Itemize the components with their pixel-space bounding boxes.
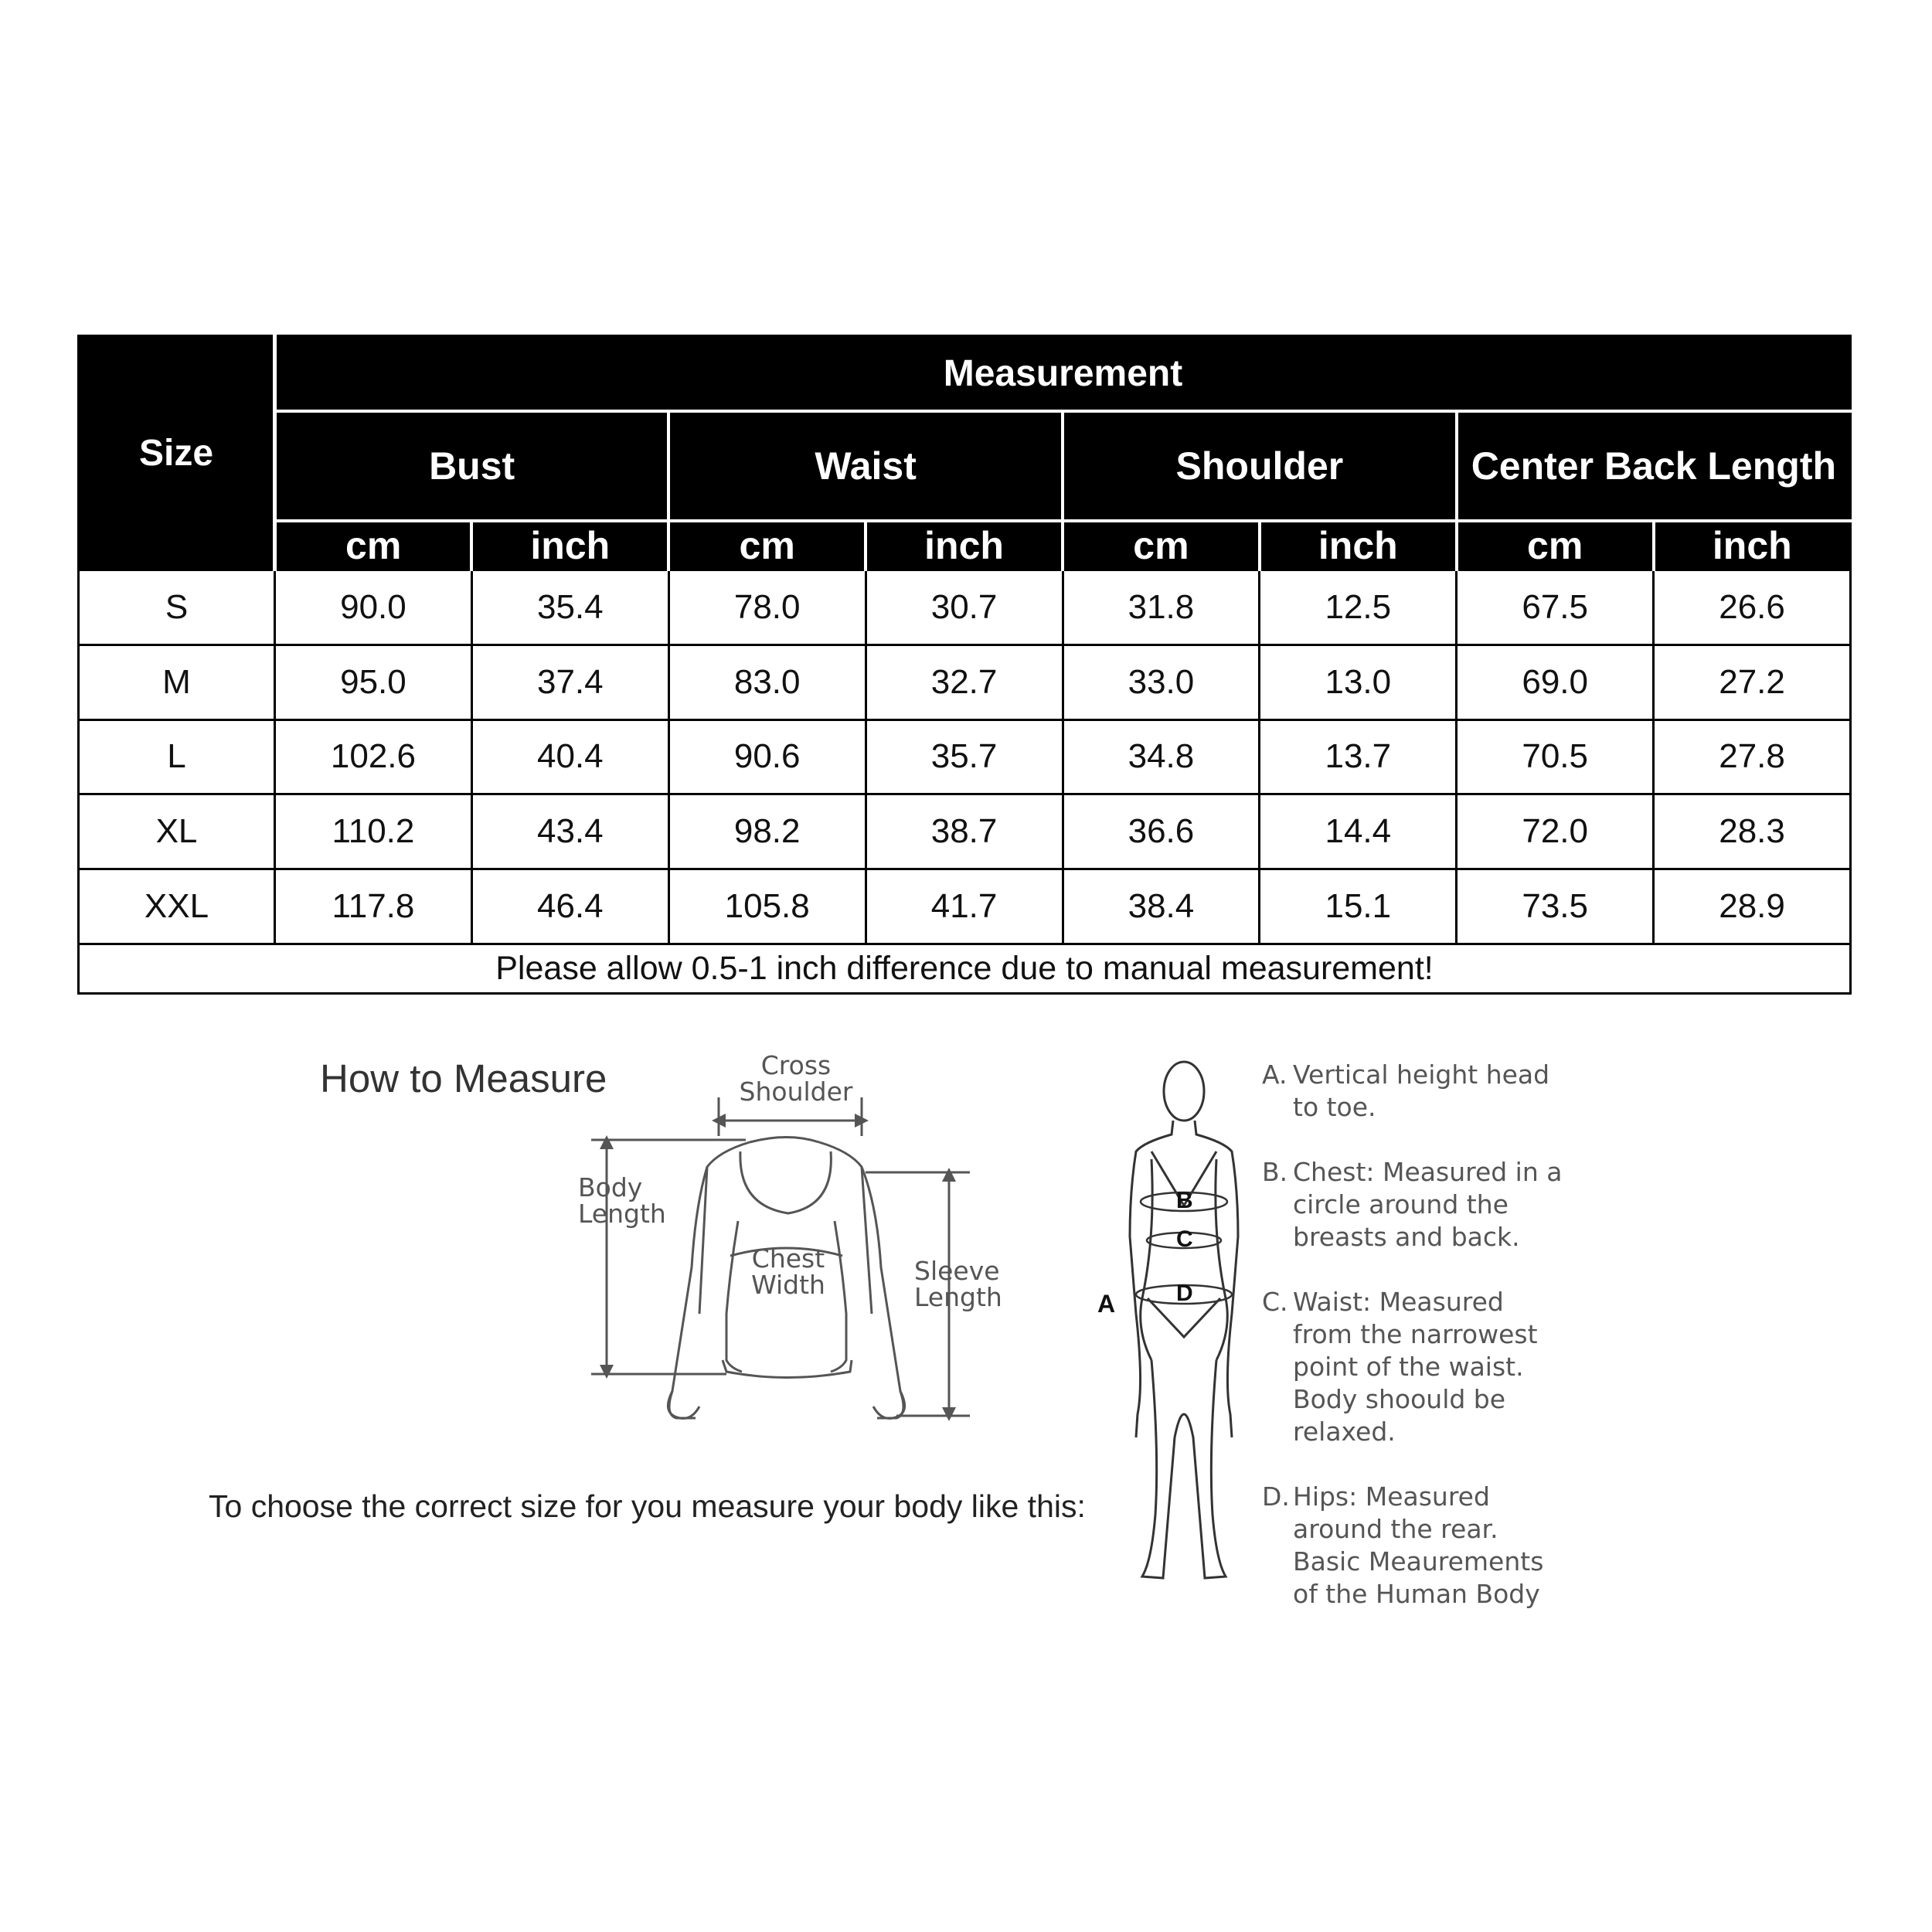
value-cell: 117.8 <box>275 869 472 944</box>
group-header-bust: Bust <box>275 411 669 521</box>
legend-text: Vertical height head to toe. <box>1293 1060 1550 1122</box>
legend-letter: D. <box>1262 1481 1290 1512</box>
value-cell: 95.0 <box>275 645 472 719</box>
value-cell: 28.3 <box>1654 794 1851 869</box>
cross-shoulder-label: Cross Shoulder <box>739 1050 853 1107</box>
value-cell: 27.8 <box>1654 719 1851 794</box>
value-cell: 73.5 <box>1457 869 1654 944</box>
value-cell: 12.5 <box>1260 570 1457 645</box>
value-cell: 15.1 <box>1260 869 1457 944</box>
choose-size-instruction: To choose the correct size for you measure your body like this: <box>209 1488 1086 1524</box>
value-cell: 38.4 <box>1063 869 1260 944</box>
value-cell: 102.6 <box>275 719 472 794</box>
body-label-c: C <box>1176 1226 1193 1252</box>
value-cell: 27.2 <box>1654 645 1851 719</box>
value-cell: 32.7 <box>866 645 1063 719</box>
legend-letter: C. <box>1262 1287 1288 1317</box>
value-cell: 41.7 <box>866 869 1063 944</box>
unit-header: inch <box>866 521 1063 570</box>
body-length-label: Body Length <box>578 1172 666 1229</box>
value-cell: 70.5 <box>1457 719 1654 794</box>
value-cell: 30.7 <box>866 570 1063 645</box>
legend-text: Hips: Measured around the rear. Basic Meaurements of the Human Body <box>1293 1481 1544 1609</box>
value-cell: 38.7 <box>866 794 1063 869</box>
legend-letter: B. <box>1262 1157 1288 1187</box>
value-cell: 26.6 <box>1654 570 1851 645</box>
group-header-center-back-length: Center Back Length <box>1457 411 1851 521</box>
legend-text: Chest: Measured in a circle around the breasts and back. <box>1293 1157 1563 1252</box>
unit-header: inch <box>1654 521 1851 570</box>
value-cell: 13.0 <box>1260 645 1457 719</box>
value-cell: 43.4 <box>471 794 668 869</box>
value-cell: 14.4 <box>1260 794 1457 869</box>
group-header-shoulder: Shoulder <box>1063 411 1457 521</box>
value-cell: 33.0 <box>1063 645 1260 719</box>
measurement-note: Please allow 0.5-1 inch difference due to manual measurement! <box>79 944 1851 993</box>
value-cell: 31.8 <box>1063 570 1260 645</box>
value-cell: 40.4 <box>471 719 668 794</box>
value-cell: 46.4 <box>471 869 668 944</box>
legend-letter: A. <box>1262 1060 1287 1090</box>
size-cell: M <box>79 645 275 719</box>
body-figure <box>1130 1062 1238 1578</box>
unit-header: inch <box>471 521 668 570</box>
body-label-a: A <box>1097 1290 1116 1318</box>
legend-item <box>1262 1059 1648 1124</box>
value-cell: 105.8 <box>668 869 866 944</box>
value-cell: 28.9 <box>1654 869 1851 944</box>
value-cell: 98.2 <box>668 794 866 869</box>
size-cell: XXL <box>79 869 275 944</box>
size-cell: L <box>79 719 275 794</box>
value-cell: 67.5 <box>1457 570 1654 645</box>
value-cell: 72.0 <box>1457 794 1654 869</box>
size-header: Size <box>79 336 275 570</box>
legend-item <box>1262 1286 1648 1448</box>
value-cell: 36.6 <box>1063 794 1260 869</box>
value-cell: 78.0 <box>668 570 866 645</box>
value-cell: 35.7 <box>866 719 1063 794</box>
value-cell: 34.8 <box>1063 719 1260 794</box>
value-cell: 110.2 <box>275 794 472 869</box>
value-cell: 83.0 <box>668 645 866 719</box>
measurement-header: Measurement <box>275 336 1851 412</box>
size-cell: S <box>79 570 275 645</box>
measurement-legend <box>1262 1059 1648 1643</box>
value-cell: 35.4 <box>471 570 668 645</box>
size-cell: XL <box>79 794 275 869</box>
unit-header: inch <box>1260 521 1457 570</box>
value-cell: 90.6 <box>668 719 866 794</box>
how-to-measure-title: How to Measure <box>320 1056 607 1100</box>
legend-item <box>1262 1481 1648 1611</box>
unit-header: cm <box>1457 521 1654 570</box>
sleeve-length-label: Sleeve Length <box>914 1256 1002 1312</box>
unit-header: cm <box>668 521 866 570</box>
chest-width-label: Chest Width <box>751 1243 825 1300</box>
legend-item <box>1262 1156 1648 1253</box>
value-cell: 69.0 <box>1457 645 1654 719</box>
value-cell: 37.4 <box>471 645 668 719</box>
unit-header: cm <box>275 521 472 570</box>
legend-text: Waist: Measured from the narrowest point of the waist. Body shoould be relaxed. <box>1293 1287 1538 1447</box>
group-header-waist: Waist <box>668 411 1063 521</box>
value-cell: 13.7 <box>1260 719 1457 794</box>
body-label-d: D <box>1176 1281 1193 1306</box>
body-label-b: B <box>1176 1188 1193 1213</box>
unit-header: cm <box>1063 521 1260 570</box>
value-cell: 90.0 <box>275 570 472 645</box>
